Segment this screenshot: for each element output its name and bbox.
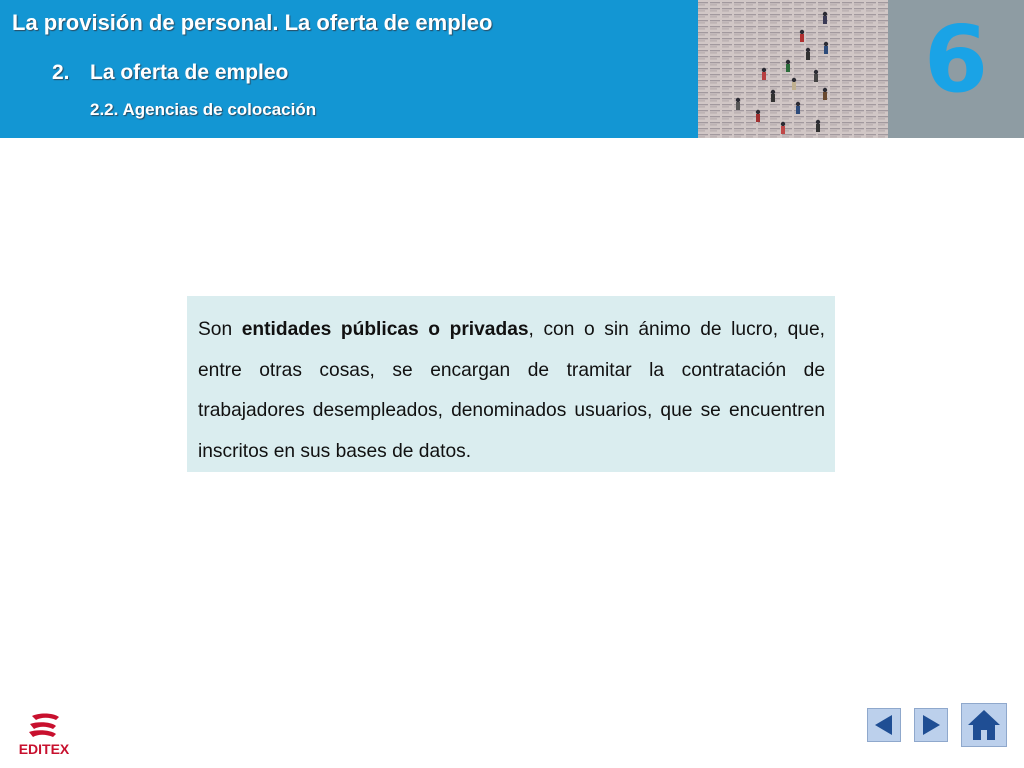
photo-image: [698, 0, 888, 138]
section-title: La oferta de empleo: [90, 61, 289, 84]
previous-button[interactable]: [867, 708, 901, 742]
definition-box: [187, 296, 835, 472]
newspaper-people-photo: [698, 0, 888, 138]
next-button[interactable]: [914, 708, 948, 742]
page-title: La provisión de personal. La oferta de empleo: [12, 10, 493, 35]
chapter-number: 6: [923, 6, 988, 113]
editex-logo-text: EDITEX: [18, 741, 70, 757]
definition-bold-term: entidades públicas o privadas: [241, 319, 529, 340]
editex-logo-image: [10, 712, 78, 758]
triangle-left-icon: [872, 713, 896, 737]
definition-text: [198, 310, 825, 472]
house-icon: [966, 708, 1002, 742]
definition-text-start: Son: [198, 319, 242, 340]
home-button[interactable]: [961, 703, 1007, 747]
editex-logo: [10, 712, 78, 758]
header-banner: [0, 0, 698, 138]
section-number: 2.: [52, 61, 70, 84]
subsection-title: 2.2. Agencias de colocación: [90, 100, 317, 119]
definition-text-end: , con o sin ánimo de lucro, que, entre otras cosas, se encargan de tramitar la contratación de trabajadores desempleados, denominados usuarios, que se encuentren inscritos en sus bases de datos.: [198, 319, 825, 462]
chapter-badge: [888, 0, 1024, 138]
triangle-right-icon: [919, 713, 943, 737]
